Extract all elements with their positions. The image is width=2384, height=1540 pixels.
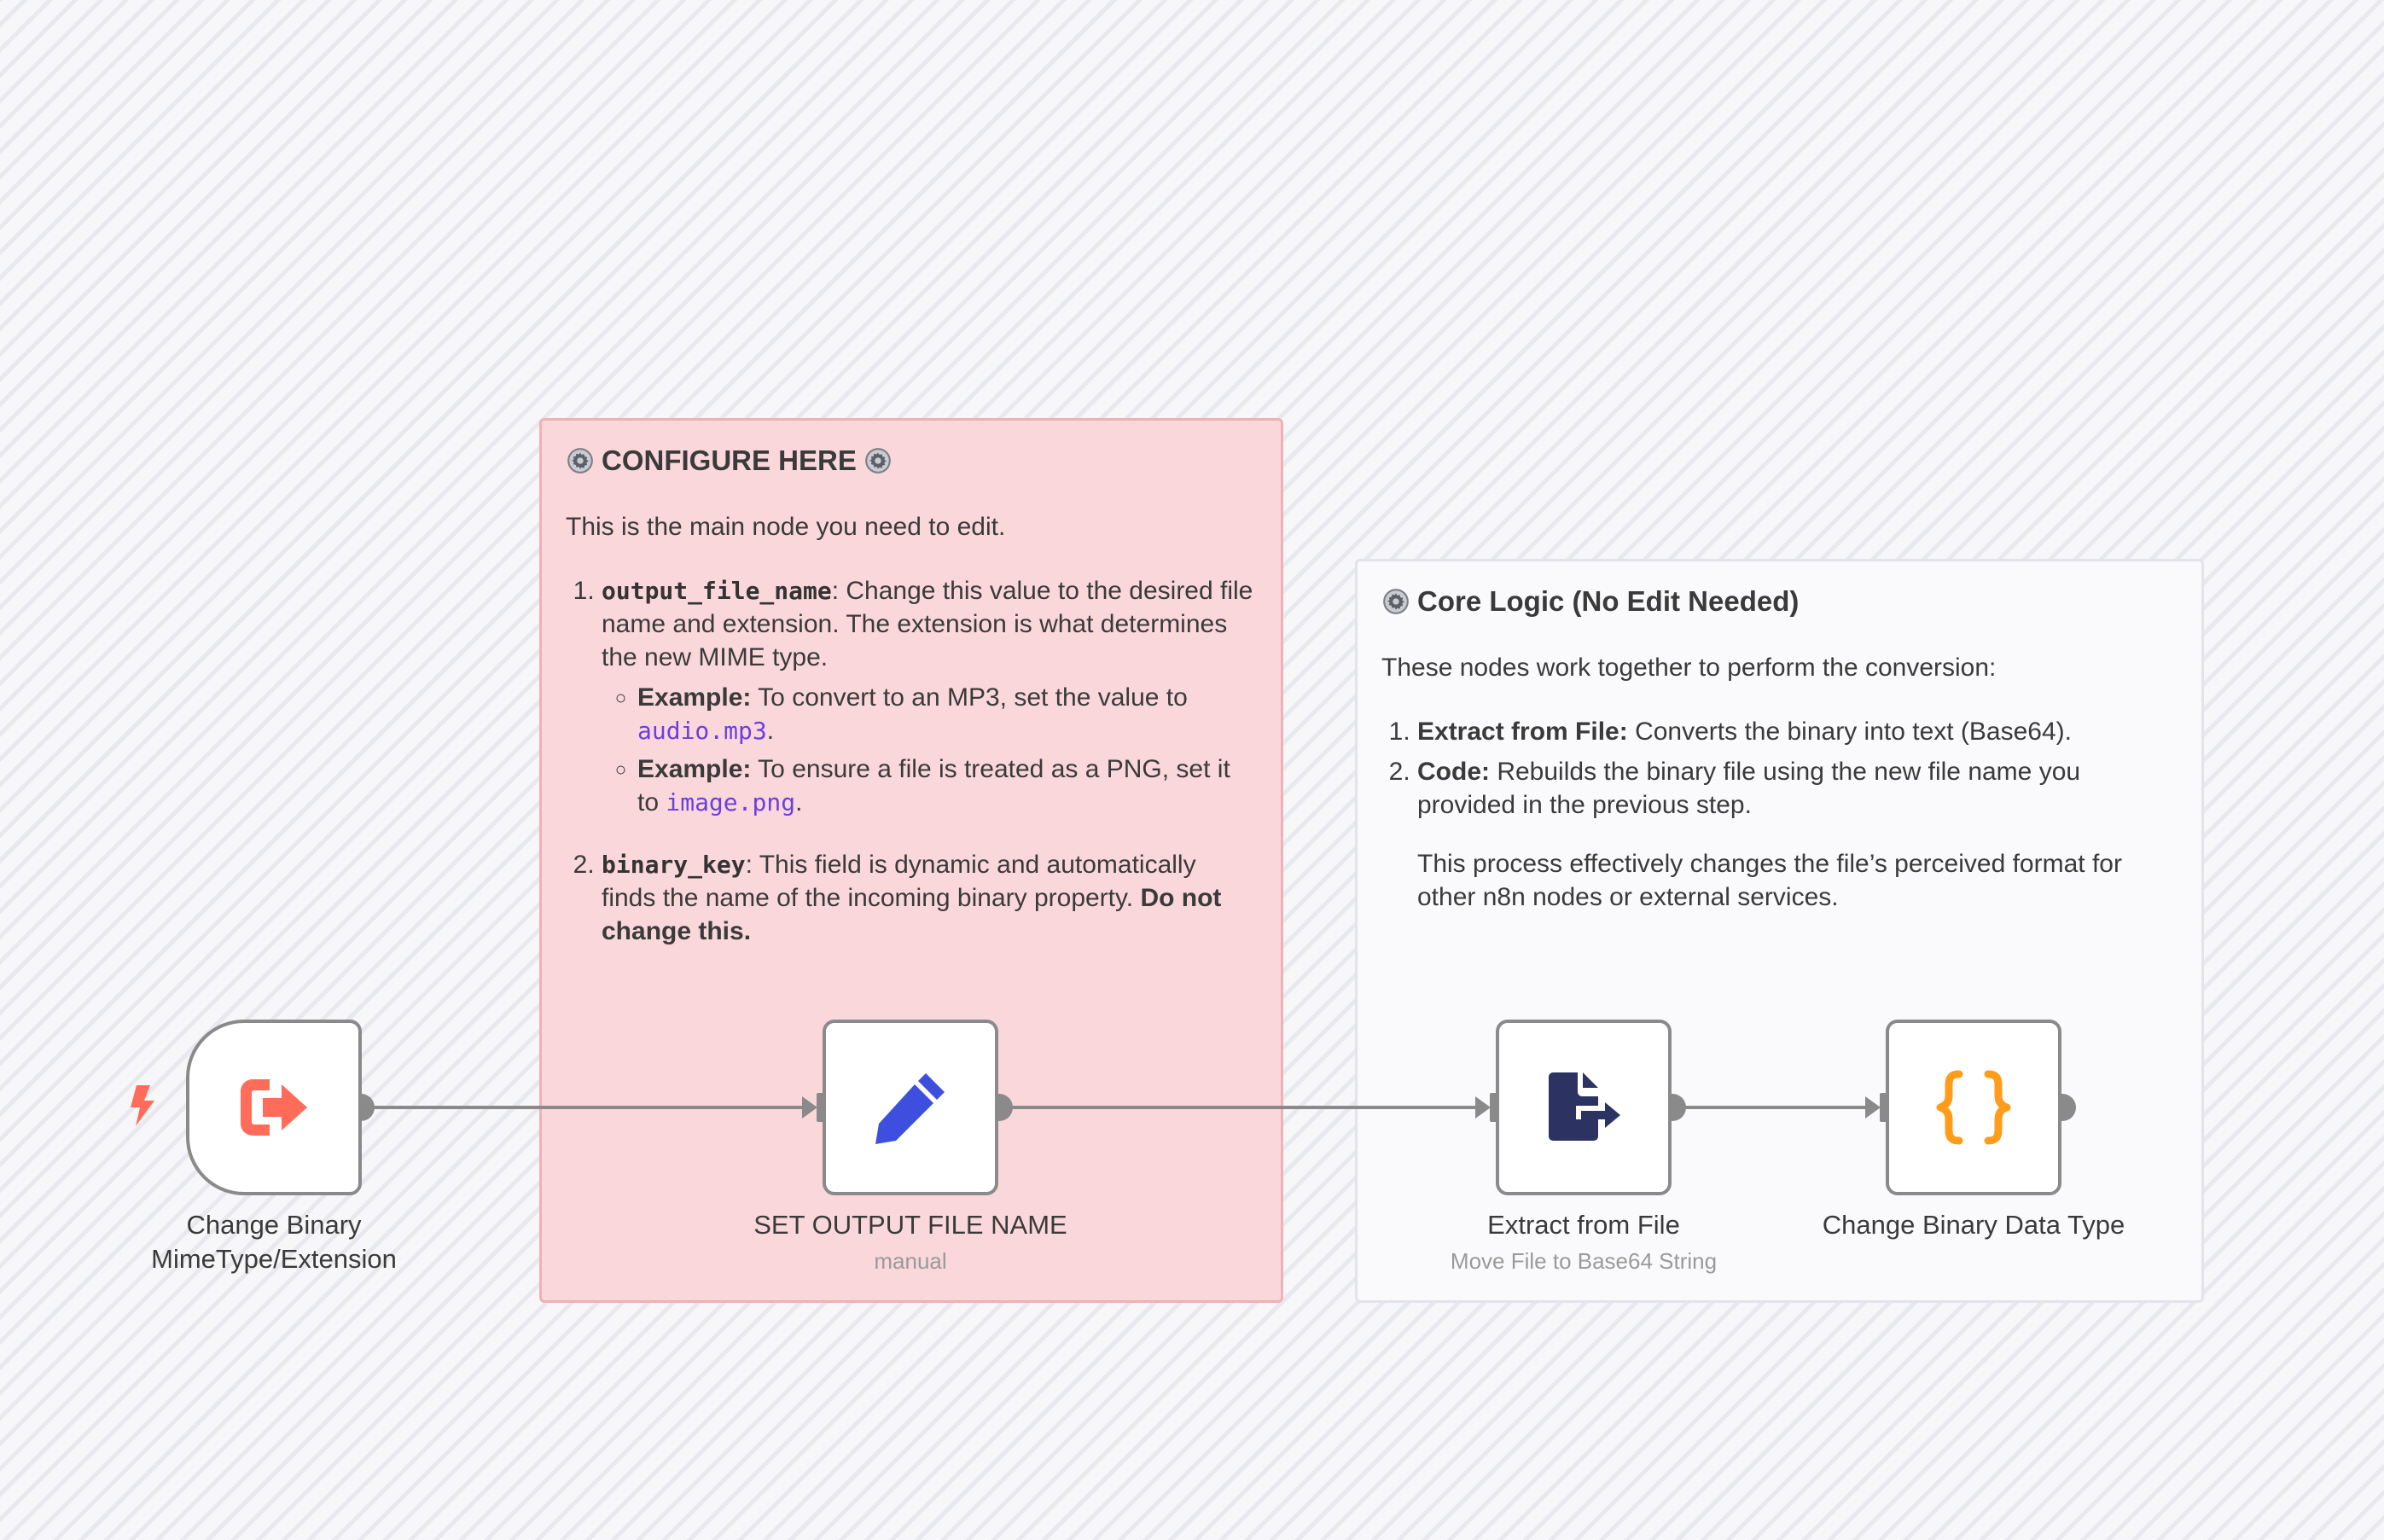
inline-code: audio.mp3 [637,716,767,745]
trigger-node-label [69,1208,479,1276]
core-note-title [1381,584,2178,620]
warning-text: Do not change this. [602,883,1222,945]
punctuation: . [766,716,775,745]
example-text: To ensure a file is treated as a PNG, set it to [637,754,1230,816]
pencil-icon [871,1068,950,1147]
example-list [602,681,1257,819]
extract-node-label: Extract from File [1487,1210,1680,1240]
core-logic-sticky-note[interactable] [1355,559,2204,1303]
core-item-extract [1417,715,2178,748]
inline-code: binary_key [602,850,746,879]
example-item [637,681,1257,747]
item-text: Converts the binary into text (Base64). [1627,717,2072,746]
trigger-node[interactable] [186,1020,362,1195]
curly-braces-icon [1935,1069,2012,1146]
extract-from-file-node[interactable] [1496,1020,1672,1195]
item-text: : Change this value to the desired file name and extension. The extension is what determines the new MIME type. [602,576,1253,671]
punctuation: . [795,787,803,816]
core-intro: These nodes work together to perform the conversion: [1381,653,1997,682]
set-output-file-name-node[interactable] [823,1020,998,1195]
inline-code: output_file_name [602,576,832,605]
gear-icon [1381,587,1410,616]
core-title-text: Core Logic (No Edit Needed) [1417,585,1800,617]
configure-title-text: CONFIGURE HERE [602,445,857,476]
set-node-label: SET OUTPUT FILE NAME [753,1210,1067,1240]
label-line: MimeType/Extension [151,1243,397,1274]
item-extra-text: This process effectively changes the file’s perceived format for other n8n nodes or external services. [1417,849,2122,911]
core-list [1381,715,2178,914]
change-binary-data-type-node[interactable] [1886,1020,2061,1195]
trigger-bolt-icon [128,1084,157,1128]
example-item [637,753,1257,819]
extract-node-subtitle: Move File to Base64 String [1450,1248,1718,1274]
gear-icon [863,446,893,475]
code-node-label: Change Binary Data Type [1822,1210,2125,1240]
item-label: Extract from File: [1417,717,1628,746]
configure-list [566,574,1257,948]
item-label: Code: [1417,757,1490,786]
example-label: Example: [637,754,752,783]
gear-icon [566,446,595,475]
file-export-icon [1545,1072,1622,1143]
set-node-subtitle: manual [874,1248,947,1274]
configure-note-title [566,443,1257,479]
configure-intro: This is the main node you need to edit. [566,512,1006,541]
label-line: Change Binary [186,1210,362,1240]
item-text: : This field is dynamic and automatically finds the name of the incoming binary property. [602,850,1196,912]
configure-item-output-file-name [602,574,1257,819]
core-item-code [1417,755,2178,914]
inline-code: image.png [666,787,796,816]
item-text: Rebuilds the binary file using the new file name you provided in the previous step. [1417,757,2081,819]
example-label: Example: [637,683,752,712]
configure-item-binary-key [602,848,1257,948]
example-text: To convert to an MP3, set the value to [751,683,1188,712]
sign-out-icon [235,1074,312,1141]
